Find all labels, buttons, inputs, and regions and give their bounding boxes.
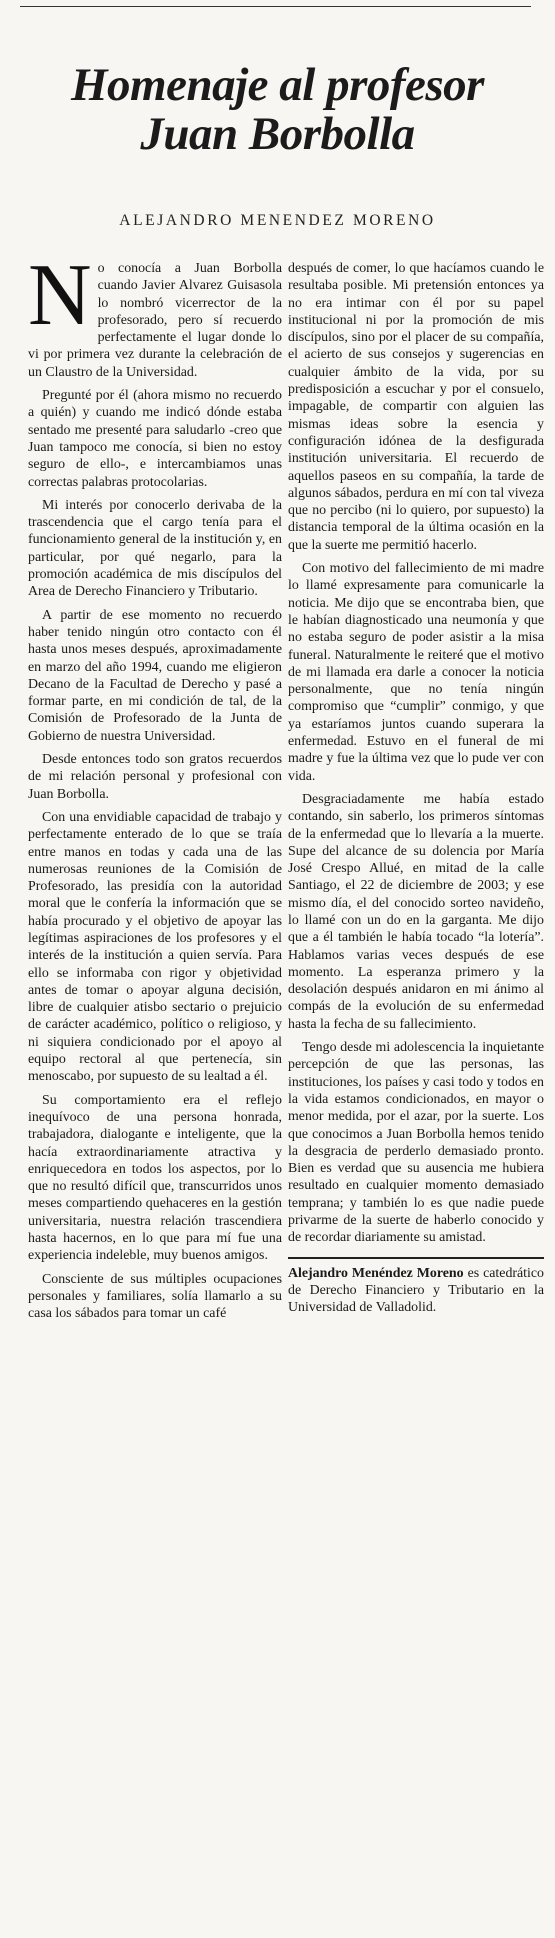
signature-name: Alejandro Menéndez Moreno [288, 1265, 464, 1281]
paragraph: Desde entonces todo son gratos recuerdos de mi relación personal y profesional con Juan Borbolla. [28, 752, 282, 802]
paragraph: Consciente de sus múltiples ocupaciones personales y familiares, solía llamarlo a su casa los sábados para tomar un café [28, 1271, 282, 1322]
paragraph: Tengo desde mi adolescencia la inquietante percepción de que las personas, las instituciones, los países y casi todo y todos en la vida estamos condicionados, en mayor o menor medida, por el azar, por la suerte. Los que conocimos a Juan Borbolla hemos tenido la desgracia de perderlo demasiado pronto. Bien es verdad que su ausencia me hubiera resultado en cualquier momento demasiado temprana; y también lo es que nadie puede privarme de la suerte de haberlo conocido y de recordar diariamente su amistad. [288, 1040, 544, 1246]
paragraph: Con motivo del fallecimiento de mi madre lo llamé expresamente para comunicarle la noticia. Me dijo que se encontraba bien, que le habían diagnosticado una neumonía y que no estaba seguro de poder asistir a la misa funeral. Naturalmente le reiteré que el motivo de mi llamada era darle a conocer la noticia personalmente, que no tenía ningún compromiso que “cumplir” conmigo, y que ya estaríamos juntos cuando superara la enfermedad. Estuvo en el funeral de mi madre y fue la última vez que lo pude ver con vida. [288, 561, 544, 784]
paragraph: Pregunté por él (ahora mismo no recuerdo a quién) y cuando me indicó dónde estaba sentado me presenté para saludarlo -creo que Juan tampoco me conocía, si bien no estoy seguro de ello-, e intercambiamos unas correctas palabras protocolarias. [28, 388, 282, 490]
top-rule [20, 6, 531, 7]
drop-cap: N [28, 247, 92, 344]
article-title: Homenaje al profesor Juan Borbolla [71, 59, 484, 161]
paragraph: Su comportamiento era el reflejo inequívoco de una persona honrada, trabajadora, dialogante e inteligente, que la hacía extraordinariamente atractiva y enriquecedora en todos los aspectos, por lo que no resultó difícil que, transcurridos unos meses compartiendo quehaceres en la gestión universitaria, nuestra relación trascendiera hasta hacernos, en lo que para mí fue una experiencia indeleble, muy buenos amigos. [28, 1092, 282, 1264]
paragraph: Con una envidiable capacidad de trabajo y perfectamente enterado de lo que se traía entre manos en todas y cada una de las numerosas reuniones de la Comisión de Profesorado, las presidía con la autoridad moral que le confería la información que se había procurado y el objetivo de apoyar las legítimas aspiraciones de los profesores y el interés de la institución a quien servía. Para ello se informaba con rigor y objetividad antes de tomar o apoyar alguna decisión, libre de cualquier atisbo sectario o prejuicio de carácter académico, político o religioso, y ni siquiera condicionado por el apoyo al equipo rectoral al que pertenecía, sin menoscabo, por supuesto de su lealtad a él. [28, 809, 282, 1085]
paragraph-text: o conocía a Juan Borbolla cuando Javier Alvarez Guisasola lo nombró vicerrector de la profesorado, pero sí recuerdo perfectamente el lugar donde lo vi por primera vez durante la celebración de un Claustro de la Universidad. [28, 261, 282, 380]
paragraph: Desgraciadamente me había estado contando, sin saberlo, los primeros síntomas de la enfermedad que lo llevaría a la muerte. Supe del alcance de su dolencia por María José Crespo Allué, en mitad de la calle Santiago, el 22 de diciembre de 2003; y ese mismo día, el del conocido sorteo navideño, lo llamé con un do en la garganta. Me dijo que a él también le había tocado “la lotería”. Hablamos varias veces después de ese momento. La esperanza primero y la desolación después anidaron en mi ánimo al compás de la evolución de su enfermedad hasta la fecha de su fallecimiento. [288, 791, 544, 1032]
text-column-left [28, 247, 282, 1329]
paragraph: después de comer, lo que hacíamos cuando le resultaba posible. Mi pretensión entonces ya no era intimar con él por su papel institucional ni por la promoción de mis discípulos, sino por el placer de su compañía, el acierto de sus consejos y sugerencias en cualquier ámbito de la vida, por su predisposición a escuchar y por el consuelo, impagable, de compartir con alguien las mismas ideas sobre la esencia y configuración idónea de la desfigurada institución universitaria. El recuerdo de aquellos paseos en su compañía, la tarde de algunos sábados, perdura en mí con tal viveza que no percibo (ni lo quiero, por supuesto) la distancia temporal de la última ocasión en la que la suerte me permitió hacerlo. [288, 261, 544, 553]
text-column-right [288, 260, 544, 1317]
paragraph: Mi interés por conocerlo derivaba de la trascendencia que el cargo tenía para el funcionamiento general de la institución y, en particular, por qué negarlo, para la promoción académica de mis discípulos del Area de Derecho Financiero y Tributario. [28, 497, 282, 600]
author-byline: ALEJANDRO MENENDEZ MORENO [119, 212, 436, 229]
author-signature [288, 1257, 544, 1317]
signature-bio: es catedrático de Derecho Financiero y Tributario en la Universidad de Valladolid. [288, 1265, 545, 1316]
paragraph [28, 247, 282, 381]
paragraph: A partir de ese momento no recuerdo haber tenido ningún otro contacto con él hasta unos meses después, aproximadamente en marzo del año 1994, cuando me eligieron Decano de la Facultad de Derecho y pasé a formar parte, en mi condición de tal, de la Comisión de Profesorado de la Junta de Gobierno de nuestra Universidad. [28, 607, 282, 744]
